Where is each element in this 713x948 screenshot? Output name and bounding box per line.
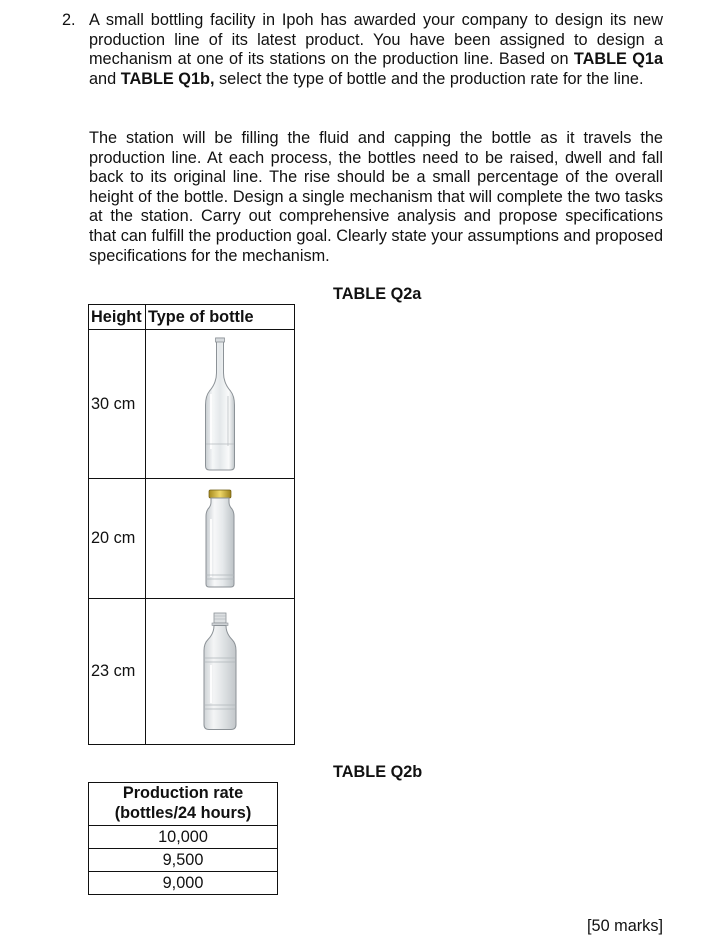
p1-seg-4: select the type of bottle and the production rate for the line.: [214, 69, 644, 88]
p1-seg-3: TABLE Q1b,: [120, 69, 215, 88]
marks-label: [50 marks]: [586, 917, 663, 935]
rate-cell: 9,000: [89, 872, 278, 895]
p1-seg-1: TABLE Q1a: [573, 50, 664, 69]
table-row: [89, 479, 295, 599]
table-q2a-caption: TABLE Q2a: [333, 285, 422, 303]
rate-cell: 9,500: [89, 849, 278, 872]
question-number: 2.: [62, 11, 76, 29]
table-q2b-caption: TABLE Q2b: [333, 763, 423, 781]
table-row: [89, 826, 278, 849]
bottle-cell: [146, 599, 295, 745]
header-line-1: Production rate: [122, 784, 244, 802]
plastic-water-bottle-image: [195, 610, 245, 734]
table-row: [89, 849, 278, 872]
header-line-2: (bottles/24 hours): [114, 803, 252, 822]
height-cell: 20 cm: [89, 479, 146, 599]
wine-bottle-image: [190, 334, 250, 474]
p1-seg-0: A small bottling facility in Ipoh has awarded your company to design its new production line of its latest product. You have been assigned to design a mechanism at one of its stations on the production line. Based on: [89, 11, 663, 69]
bottle-cell: [146, 479, 295, 599]
height-cell: 30 cm: [89, 330, 146, 479]
question-paragraph-1: [89, 11, 663, 89]
sauce-bottle-image: [195, 487, 245, 591]
bottle-cell: [146, 330, 295, 479]
table-q2b: [88, 782, 278, 895]
col-header-height: Height: [89, 305, 146, 330]
table-row: [89, 330, 295, 479]
table-q2a: [88, 304, 295, 745]
rate-cell: 10,000: [89, 826, 278, 849]
table-row: [89, 872, 278, 895]
production-rate-header: [89, 783, 278, 826]
p1-seg-2: and: [89, 69, 121, 88]
height-cell: 23 cm: [89, 599, 146, 745]
col-header-type: Type of bottle: [146, 305, 295, 330]
question-paragraph-2: The station will be filling the fluid and capping the bottle as it travels the production line. At each process, the bottles need to be raised, dwell and fall back to its original line. The rise should be a small percentage of the overall height of the bottle. Design a single mechanism that will complete the two tasks at the station. Carry out comprehensive analysis and propose specifications that can fulfill the production goal. Clearly state your assumptions and proposed specifications for the mechanism.: [89, 129, 663, 265]
table-row: [89, 599, 295, 745]
